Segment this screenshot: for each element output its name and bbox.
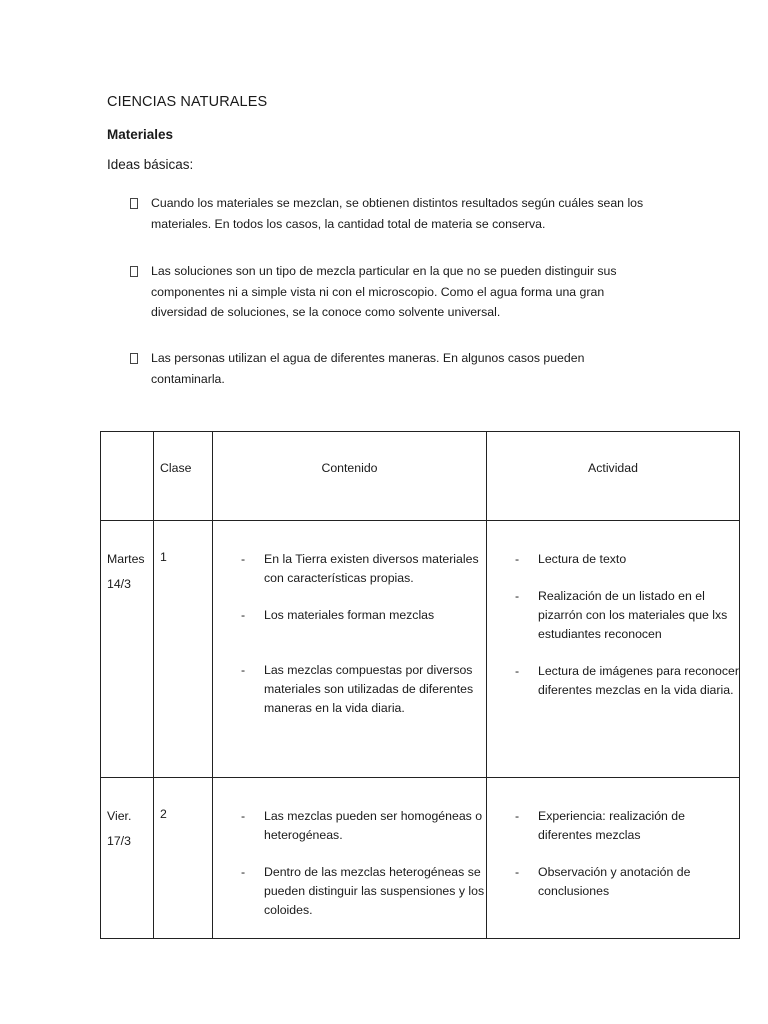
table-row <box>101 521 740 778</box>
day-date: 14/3 <box>107 577 131 591</box>
table-row <box>101 778 740 939</box>
list-item: - Las mezclas compuestas por diversos materiales son utilizadas de diferentes maneras en la vida diaria. <box>213 661 486 718</box>
list-item: - Observación y anotación de conclusiones <box>487 863 739 901</box>
list-item: - Dentro de las mezclas heterogéneas se pueden distinguir las suspensiones y los coloides. <box>213 863 486 920</box>
day-label: Martes <box>107 552 145 566</box>
header-clase-label: Clase <box>160 461 192 475</box>
idea-text: Las soluciones son un tipo de mezcla particular en la que no se pueden distinguir sus componentes ni a simple vista ni con el microscopio. Como el agua forma una gran diversidad de soluciones, se la conoce como solvente universal. <box>151 264 617 319</box>
document-title: CIENCIAS NATURALES <box>107 94 268 110</box>
day-label: Vier. <box>107 809 132 823</box>
list-item: - En la Tierra existen diversos materiales con características propias. <box>213 550 486 588</box>
list-item: - Los materiales forman mezclas <box>213 606 486 625</box>
header-clase <box>154 432 213 521</box>
ideas-heading: Ideas básicas: <box>107 157 194 172</box>
idea-text: Las personas utilizan el agua de diferentes maneras. En algunos casos pueden contaminarla. <box>151 351 585 386</box>
list-item: - Lectura de imágenes para reconocer diferentes mezclas en la vida diaria. <box>487 662 739 700</box>
list-item: - Realización de un listado en el pizarrón con los materiales que lxs estudiantes reconocen <box>487 587 739 644</box>
table-header-row <box>101 432 740 521</box>
bullet-box-icon <box>130 266 138 277</box>
actividad-cell <box>487 521 740 778</box>
list-item: - Las mezclas pueden ser homogéneas o heterogéneas. <box>213 807 486 845</box>
idea-text: Cuando los materiales se mezclan, se obtienen distintos resultados según cuáles sean los materiales. En todos los casos, la cantidad total de materia se conserva. <box>151 196 644 231</box>
contenido-cell <box>213 778 487 939</box>
document-subtitle: Materiales <box>107 127 174 142</box>
list-item: - Experiencia: realización de diferentes mezclas <box>487 807 739 845</box>
day-date: 17/3 <box>107 834 131 848</box>
clase-number: 2 <box>160 807 167 821</box>
bullet-box-icon <box>130 198 138 209</box>
header-actividad-label: Actividad <box>588 461 638 475</box>
list-item: - Lectura de texto <box>487 550 739 569</box>
contenido-cell <box>213 521 487 778</box>
day-cell <box>101 521 154 778</box>
header-contenido-label: Contenido <box>321 461 378 475</box>
clase-cell <box>154 521 213 778</box>
header-day <box>101 432 154 521</box>
day-cell <box>101 778 154 939</box>
bullet-box-icon <box>130 353 138 364</box>
clase-number: 1 <box>160 550 167 564</box>
header-actividad <box>487 432 740 521</box>
class-plan-table <box>100 431 740 939</box>
header-contenido <box>213 432 487 521</box>
actividad-cell <box>487 778 740 939</box>
clase-cell <box>154 778 213 939</box>
